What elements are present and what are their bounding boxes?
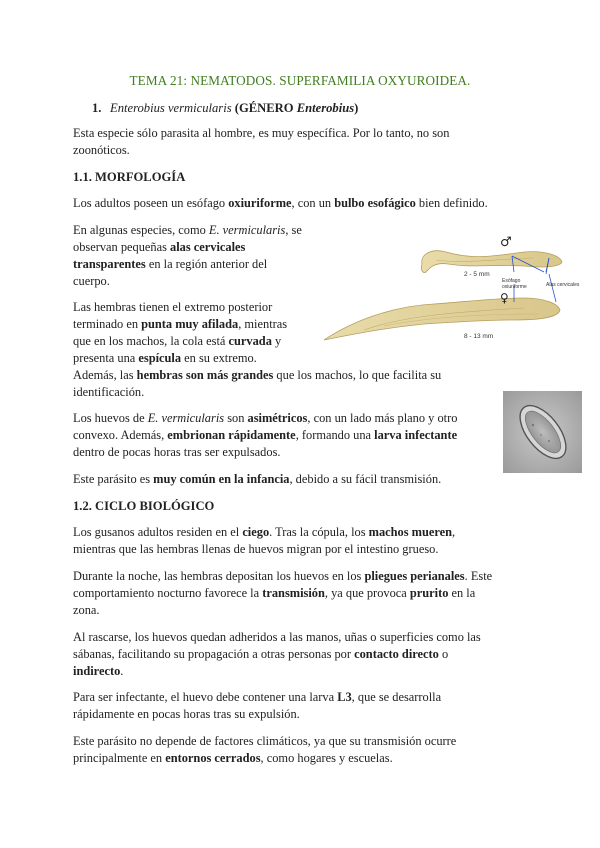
genus-name: Enterobius — [296, 101, 355, 115]
female-size-label: 8 - 13 mm — [464, 333, 494, 340]
paragraph-hembras-machos: Las hembras tienen el extremo posterior terminado en punta muy afilada, mientras que en los machos, la cola está curvada y presenta una espícula en su extremo. Además, las hembras son más grandes que los machos, lo que facilita su identificación. — [73, 300, 442, 399]
paragraph-infancia: Este parásito es muy común en la infancia, debido a su fácil transmisión. — [73, 472, 442, 486]
paragraph-alas-cervicales: En algunas especies, como E. vermicularis, se observan pequeñas alas cervicales transparentes en la región anterior del cuerpo. — [73, 223, 302, 288]
genus-open: (GÉNERO — [234, 101, 297, 115]
female-symbol-icon: ♀ — [500, 291, 509, 305]
text-line: zoonóticos. — [73, 143, 130, 157]
section-number: 1. — [92, 101, 102, 115]
heading-ciclo-biologico: 1.2. CICLO BIOLÓGICO — [73, 499, 215, 513]
paragraph-huevos: Los huevos de E. vermicularis son asimétricos, con un lado más plano y otro convexo. Además, embrionan rápidamente, formando una larva infectante dentro de pocas horas tras ser expulsados. — [73, 411, 458, 459]
paragraph-ciego: Los gusanos adultos residen en el ciego. Tras la cópula, los machos mueren, mientras que las hembras llenas de huevos migran por el intestino grueso. — [73, 525, 456, 556]
paragraph-rascarse: Al rascarse, los huevos quedan adheridos a las manos, uñas o superficies como las sábanas, facilitando su propagación a otras personas por contacto directo o indirecto. — [73, 630, 481, 678]
male-size-label: 2 - 5 mm — [464, 271, 490, 278]
alae-label: Alas cervicales — [546, 282, 580, 288]
section-heading-enterobius — [92, 100, 358, 117]
bulb-label-line1: Esófago — [502, 278, 521, 284]
enterobius-illustration — [324, 234, 586, 346]
bulb-label-line2: oxiuriforme — [502, 284, 527, 290]
paragraph-entornos: Este parásito no depende de factores climáticos, ya que su transmisión ocurre principalmente en entornos cerrados, como hogares y escuelas. — [73, 734, 457, 765]
intro-paragraph — [73, 125, 449, 159]
species-name: Enterobius vermicularis — [110, 101, 232, 115]
male-worm — [421, 251, 562, 273]
male-symbol-icon: ♂ — [500, 235, 512, 250]
paragraph-larva-l3: Para ser infectante, el huevo debe contener una larva L3, que se desarrolla rápidamente en pocas horas tras su expulsión. — [73, 690, 442, 721]
female-worm — [324, 298, 560, 340]
egg-micrograph — [503, 391, 582, 473]
genus-close: ) — [354, 101, 359, 115]
text-line: Esta especie sólo parasita al hombre, es muy específica. Por lo tanto, no son — [73, 126, 450, 140]
paragraph-esofago: Los adultos poseen un esófago oxiuriforme, con un bulbo esofágico bien definido. — [73, 196, 488, 210]
page-title: TEMA 21: NEMATODOS. SUPERFAMILIA OXYUROIDEA. — [129, 73, 471, 88]
heading-morfologia: 1.1. MORFOLOGÍA — [73, 170, 186, 184]
paragraph-noche: Durante la noche, las hembras depositan los huevos en los pliegues perianales. Este comportamiento nocturno favorece la transmisión, ya que provoca prurito en la zona. — [73, 569, 493, 617]
